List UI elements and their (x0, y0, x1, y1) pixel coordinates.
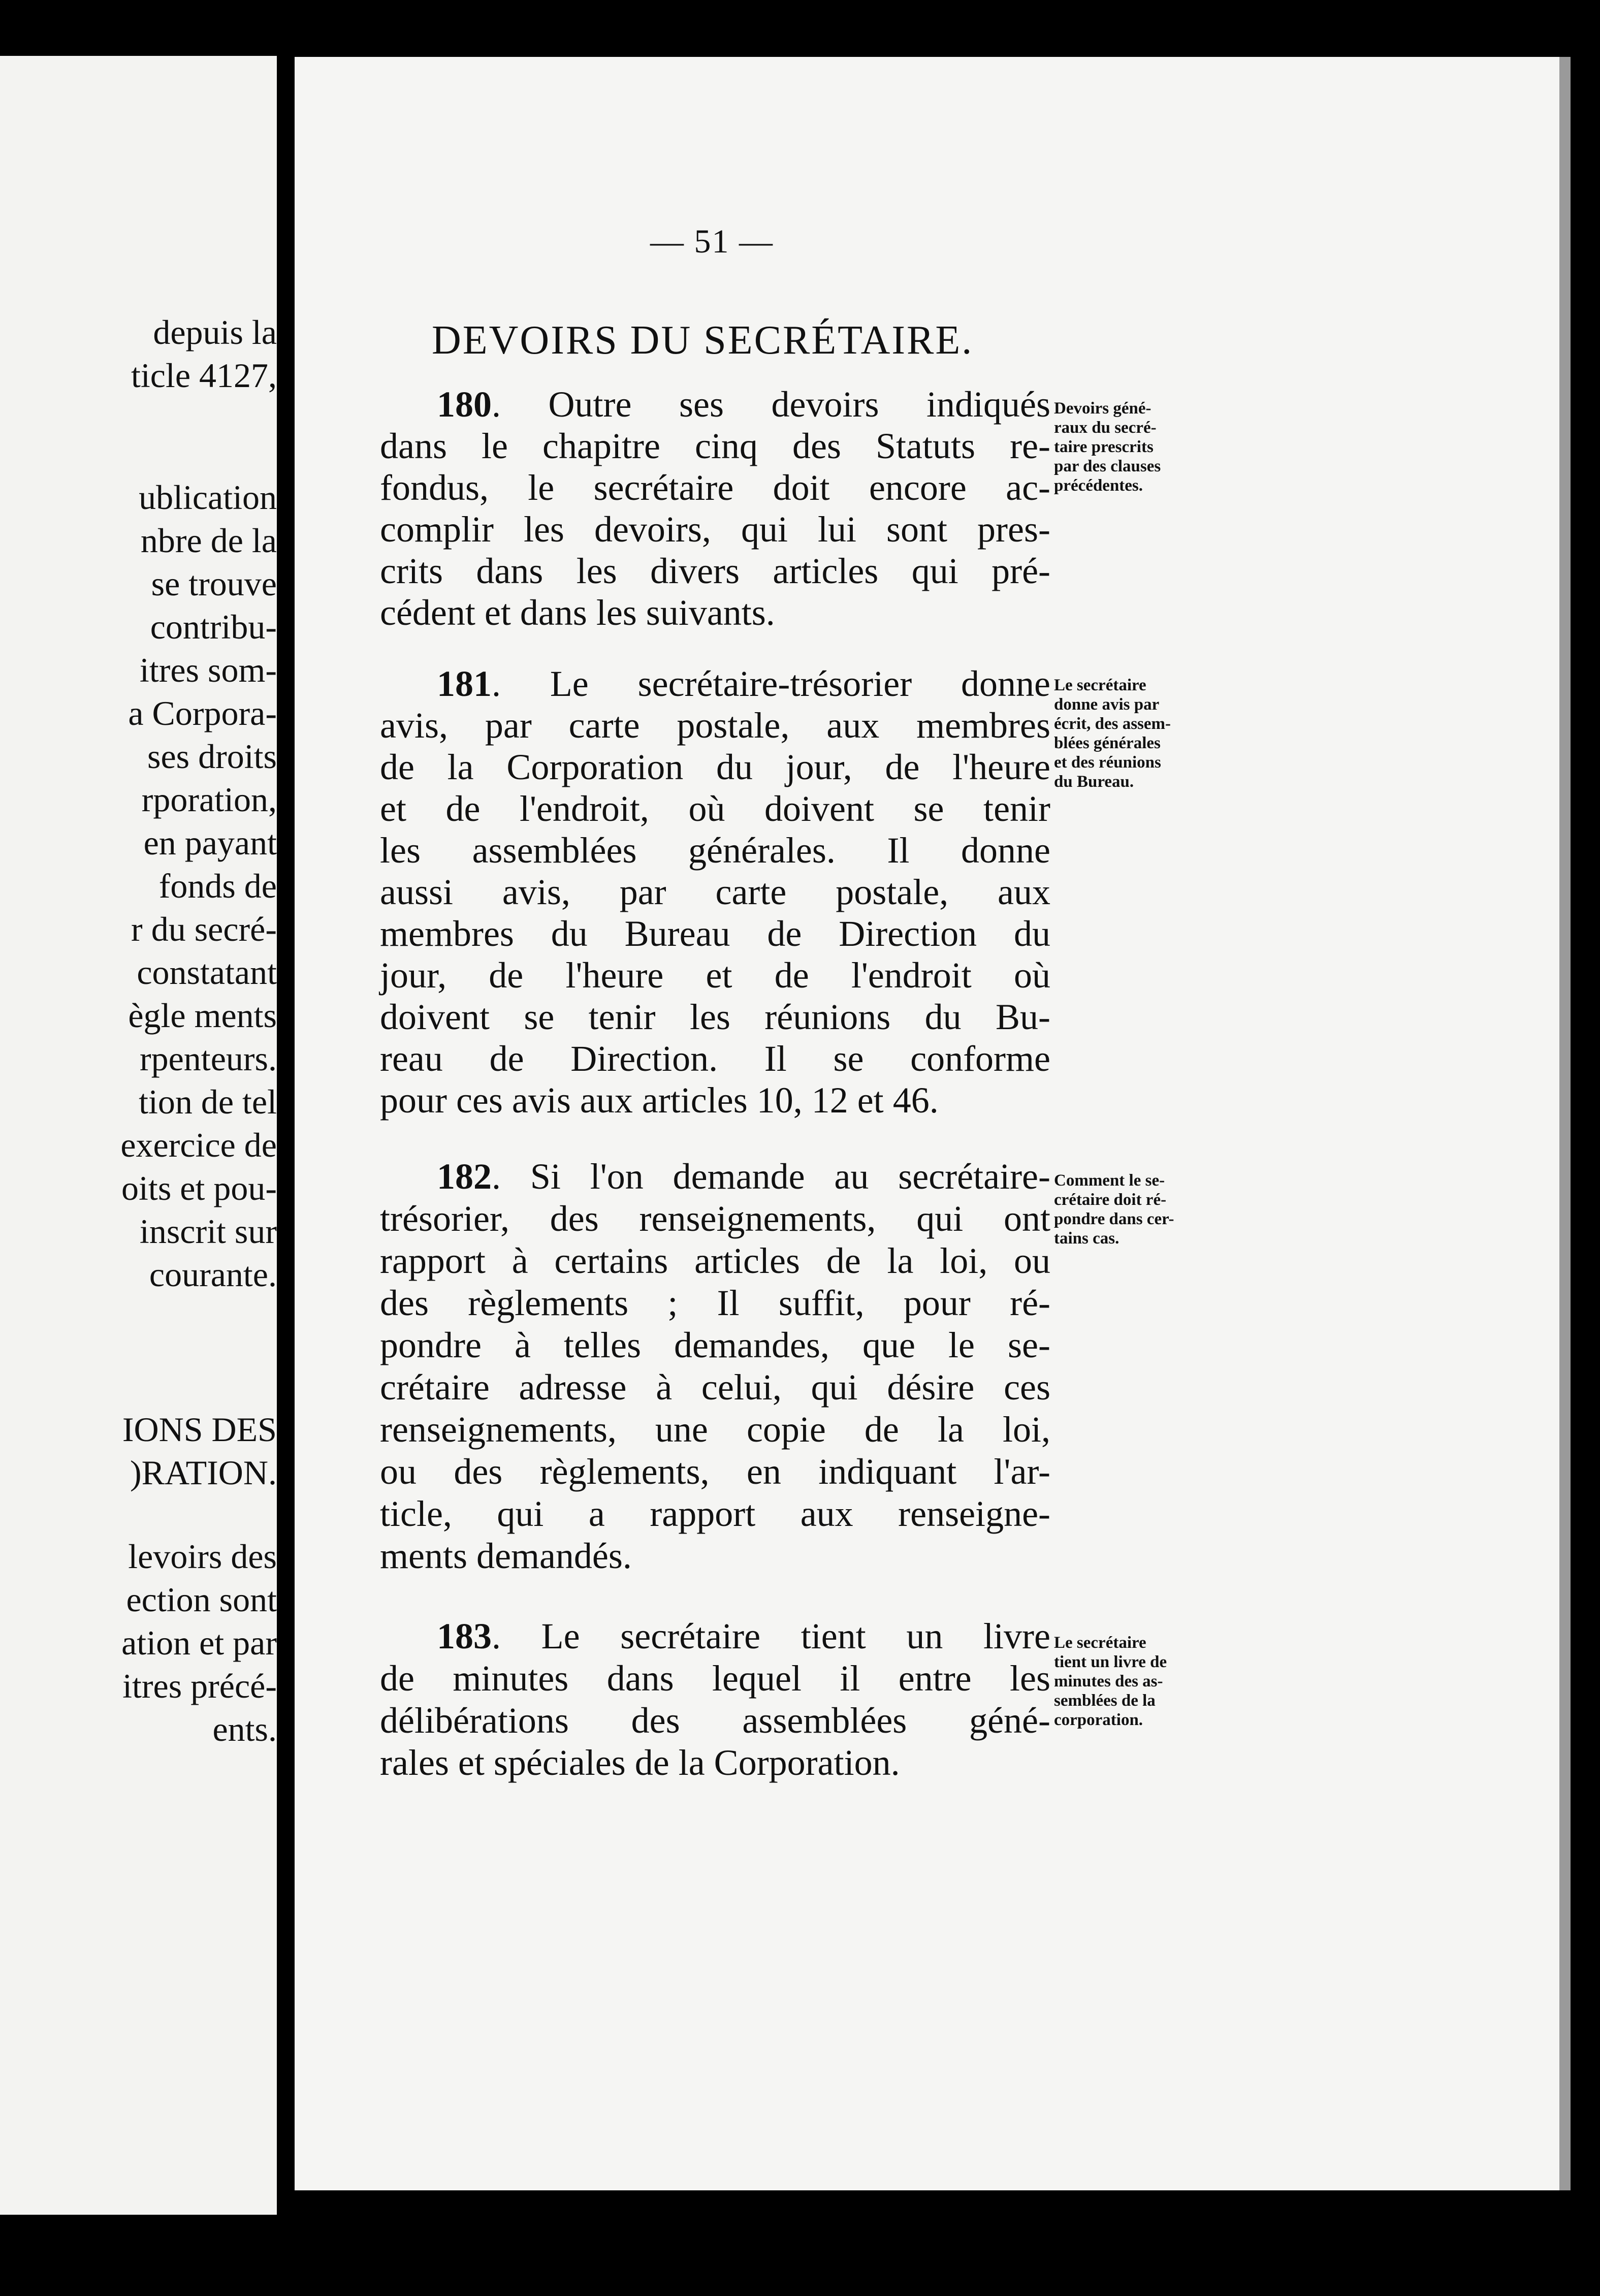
left-page-line: ticle 4127, (131, 356, 277, 395)
article-180-first-line (437, 386, 1050, 423)
article-line: jour, de l'heure et de l'endroit où (380, 955, 1050, 996)
left-page-line: tion de tel (139, 1082, 277, 1121)
section-title: DEVOIRS DU SECRÉTAIRE. (432, 318, 974, 363)
article-line: de minutes dans lequel il entre les (380, 1658, 1050, 1699)
article-line: rales et spéciales de la Corporation. (380, 1742, 900, 1783)
article-number: 182 (437, 1156, 492, 1197)
left-page-line: r du secré- (131, 910, 277, 948)
article-line: renseignements, une copie de la loi, (380, 1409, 1050, 1450)
left-page-line: ation et par (121, 1623, 277, 1662)
left-page-line: en payant (143, 823, 277, 862)
article-text: . Outre ses devoirs indiqués (492, 384, 1050, 425)
left-page-line: se trouve (151, 564, 277, 603)
left-page-line: ses droits (147, 737, 277, 776)
article-183-first-line (437, 1618, 1050, 1654)
article-line: crits dans les divers articles qui pré- (380, 551, 1050, 591)
left-page-line: inscrit sur (139, 1212, 277, 1251)
page-number: — 51 — (650, 223, 774, 260)
left-page-line: constatant (137, 953, 277, 992)
left-page-line: ublication (139, 478, 277, 517)
article-182-first-line (437, 1158, 1050, 1195)
left-page-line: contribu- (150, 608, 277, 646)
article-line: ticle, qui a rapport aux renseigne- (380, 1493, 1050, 1534)
article-line: ments demandés. (380, 1536, 632, 1576)
article-line: cédent et dans les suivants. (380, 592, 775, 633)
article-line: reau de Direction. Il se conforme (380, 1038, 1050, 1079)
article-line: les assemblées générales. Il donne (380, 830, 1050, 871)
left-page-line: itres som- (139, 651, 277, 689)
margin-note: Le secrétaire donne avis par écrit, des assem- blées générales et des réunions du Bureau. (1054, 676, 1171, 791)
left-page-line: oits et pou- (121, 1169, 277, 1207)
left-page-line: ents. (212, 1710, 277, 1748)
article-181-first-line (437, 665, 1050, 702)
article-line: trésorier, des renseignements, qui ont (380, 1198, 1050, 1239)
margin-note: Comment le se- crétaire doit ré- pondre dans cer- tains cas. (1054, 1171, 1174, 1248)
left-page-line: itres précé- (122, 1667, 277, 1705)
article-text: . Si l'on demande au secrétaire- (492, 1156, 1050, 1197)
article-text: . Le secrétaire tient un livre (492, 1616, 1050, 1656)
article-line: et de l'endroit, où doivent se tenir (380, 788, 1050, 829)
left-page-line: nbre de la (140, 521, 277, 560)
left-page-fragment (0, 56, 277, 2215)
article-line: rapport à certains articles de la loi, ou (380, 1240, 1050, 1281)
article-text: . Le secrétaire-trésorier donne (492, 663, 1050, 704)
article-line: membres du Bureau de Direction du (380, 913, 1050, 954)
margin-note: Devoirs géné- raux du secré- taire prescrits par des clauses précédentes. (1054, 399, 1161, 495)
right-page (295, 57, 1571, 2190)
left-page-line: levoirs des (128, 1537, 277, 1576)
left-page-line: exercice de (120, 1126, 277, 1164)
left-page-line: rporation, (141, 780, 277, 819)
left-page-line: IONS DES (122, 1410, 277, 1449)
article-line: doivent se tenir les réunions du Bu- (380, 997, 1050, 1037)
article-line: pondre à telles demandes, que le se- (380, 1325, 1050, 1365)
article-line: des règlements ; Il suffit, pour ré- (380, 1283, 1050, 1323)
article-line: crétaire adresse à celui, qui désire ces (380, 1367, 1050, 1408)
article-line: délibérations des assemblées géné- (380, 1700, 1050, 1741)
left-page-line: ègle ments (128, 996, 277, 1035)
left-page-line: rpenteurs. (139, 1039, 277, 1078)
left-page-line: )RATION. (130, 1453, 277, 1492)
article-line: de la Corporation du jour, de l'heure (380, 747, 1050, 787)
left-page-line: ection sont (126, 1580, 277, 1619)
article-line: complir les devoirs, qui lui sont pres- (380, 509, 1050, 550)
article-line: fondus, le secrétaire doit encore ac- (380, 467, 1050, 508)
left-page-line: depuis la (153, 313, 277, 352)
article-line: dans le chapitre cinq des Statuts re- (380, 426, 1050, 466)
article-number: 183 (437, 1616, 492, 1656)
margin-note: Le secrétaire tient un livre de minutes des as- semblées de la corporation. (1054, 1634, 1167, 1729)
article-number: 181 (437, 663, 492, 704)
article-line: avis, par carte postale, aux membres (380, 705, 1050, 746)
article-number: 180 (437, 384, 492, 425)
left-page-line: fonds de (158, 867, 277, 905)
article-line: aussi avis, par carte postale, aux (380, 872, 1050, 912)
article-line: pour ces avis aux articles 10, 12 et 46. (380, 1080, 939, 1121)
left-page-line: courante. (149, 1255, 277, 1294)
article-line: ou des règlements, en indiquant l'ar- (380, 1451, 1050, 1492)
left-page-line: a Corpora- (128, 694, 277, 732)
